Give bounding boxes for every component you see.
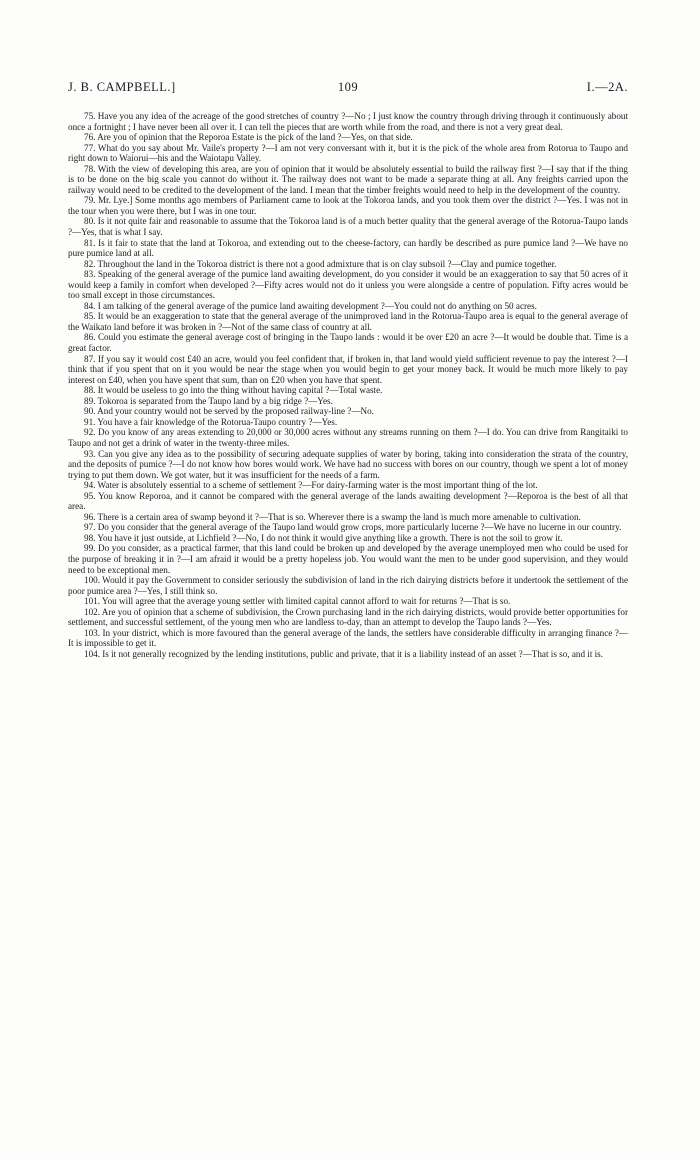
question-paragraph: 89. Tokoroa is separated from the Taupo land by a big ridge ?—Yes. [84,395,333,406]
question-paragraph: 98. You have it just outside, at Lichfield ?—No, I do not think it would give anything like a growth. There is not the soil to grow it. [84,532,563,543]
question-paragraph: 76. Are you of opinion that the Reporoa Estate is the pick of the land ?—Yes, on that side. [84,132,413,143]
document-body [68,111,628,659]
question-paragraph: 86. Could you estimate the general average cost of bringing in the Taupo lands : would it be over £20 an acre ?—It would be double that. Time is a great factor. [68,332,628,354]
question-paragraph: 83. Speaking of the general average of the pumice land awaiting development, do you consider it would be an exaggeration to say that 50 acres of it would keep a family in comfort when developed ?—Fifty acres would not do it unless you were alongside a centre of population. Fifty acres would be too small except in those circumstances. [68,269,628,301]
document-reference: I.—2A. [586,80,628,94]
question-paragraph: 82. Throughout the land in the Tokoroa district is there not a good admixture that is on clay subsoil ?—Clay and pumice together. [84,258,557,269]
question-paragraph: 95. You know Reporoa, and it cannot be compared with the general average of the lands awaiting development ?—Reporoa is the best of all that area. [68,490,628,512]
question-paragraph: 96. There is a certain area of swamp beyond it ?—That is so. Wherever there is a swamp the land is much more amenable to cultivation. [84,511,581,522]
question-paragraph: 92. Do you know of any areas extending to 20,000 or 30,000 acres without any streams running on them ?—I do. You can drive from Rangitaiki to Taupo and not get a drink of water in the twenty-three miles. [68,427,628,448]
question-paragraph: 78. With the view of developing this area, are you of opinion that it would be absolutely essential to build the railway first ?—I say that if the thing is to be done on the big scale you cannot do without it. The railway does not want to be made a separate thing at all. Any freights carried upon the railway would need to be credited to the development of the land. I mean that the timber freights would need to help in the development of the country. [68,163,628,195]
question-paragraph: 85. It would be an exaggeration to state that the general average of the unimproved land in the Rotorua-Taupo area is equal to the general average of the Waikato land before it was broken in ?—Not of the same class of country at all. [68,311,628,332]
page-number: 109 [337,80,359,94]
question-paragraph: 90. And your country would not be served by the proposed railway-line ?—No. [84,406,374,417]
question-paragraph: 84. I am talking of the general average of the pumice land awaiting development ?—You could not do anything on 50 acres. [84,300,537,311]
question-paragraph: 99. Do you consider, as a practical farmer, that this land could be broken up and developed by the average unemployed men who could be used for the purpose of breaking it in ?—I am afraid it would be a pretty hopeless job. You would want the men to be under good supervision, and they would need to be exceptional men. [68,543,628,575]
question-paragraph: 103. In your district, which is more favoured than the general average of the lands, the settlers have considerable difficulty in arranging finance ?—It is impossible to get it. [68,627,628,649]
page-header [68,80,628,96]
question-paragraph: 101. You will agree that the average young settler with limited capital cannot afford to wait for returns ?—That is so. [84,596,511,607]
question-paragraph: 79. Mr. Lye.] Some months ago members of Parliament came to look at the Tokoroa lands, and you took them over the district ?—Yes. I was not in the tour when you were there, but I was in one tour. [68,195,628,216]
question-paragraph: 104. Is it not generally recognized by the lending institutions, public and private, that it is a liability instead of an asset ?—That is so, and it is. [84,648,604,659]
question-paragraph: 87. If you say it would cost £40 an acre, would you feel confident that, if broken in, that land would yield sufficient revenue to pay the interest ?—I think that if you spent that on it you would be near the stage when you would begin to get your money back. It would be much more likely to pay interest on £40, when you have spent that sum, than on £20 when you have that spent. [68,353,628,385]
question-paragraph: 77. What do you say about Mr. Vaile's property ?—I am not very conversant with it, but it is the pick of the whole area from Rotorua to Taupo and right down to Waiorui—his and the Waiotapu Valley. [68,142,628,164]
question-paragraph: 97. Do you consider that the general average of the Taupo land would grow crops, more particularly lucerne ?—We have no lucerne in our country. [84,522,622,533]
question-paragraph: 75. Have you any idea of the acreage of the good stretches of country ?—No ; I just know the country through driving through it continuously about once a fortnight ; I have never been all over it. I can tell the pieces that are worth while from the road, and there is not a very great deal. [68,111,628,132]
question-paragraph: 80. Is it not quite fair and reasonable to assume that the Tokoroa land is of a much better quality that the general average of the Rotorua-Taupo lands ?—Yes, that is what I say. [68,216,628,238]
question-paragraph: 94. Water is absolutely essential to a scheme of settlement ?—For dairy-farming water is the most important thing of the lot. [84,480,538,491]
question-paragraph: 91. You have a fair knowledge of the Rotorua-Taupo country ?—Yes. [84,416,338,427]
question-paragraph: 102. Are you of opinion that a scheme of subdivision, the Crown purchasing land in the rich dairying districts, would provide better opportunities for settlement, and successful settlement, of the young men who are landless to-day, than an attempt to develop the Taupo lands ?—Yes. [68,606,628,628]
question-paragraph: 100. Would it pay the Government to consider seriously the subdivision of land in the rich dairying districts before it undertook the settlement of the poor pumice area ?—Yes, I still think so. [68,575,628,596]
question-paragraph: 93. Can you give any idea as to the possibility of securing adequate supplies of water by boring, taking into consideration the strata of the country, and the deposits of pumice ?—I do not know how bores would work. We have had no success with bores on our country, though we spent a lot of money trying to put them down. We got water, but it was insufficient for the needs of a farm. [68,448,628,480]
question-paragraph: 88. It would be useless to go into the thing without having capital ?—Total waste. [84,385,383,396]
question-paragraph: 81. Is it fair to state that the land at Tokoroa, and extending out to the cheese-factory, can hardly be described as pure pumice land ?—We have no pure pumice land at all. [68,237,628,259]
header-witness-name: J. B. CAMPBELL.] [68,80,176,94]
